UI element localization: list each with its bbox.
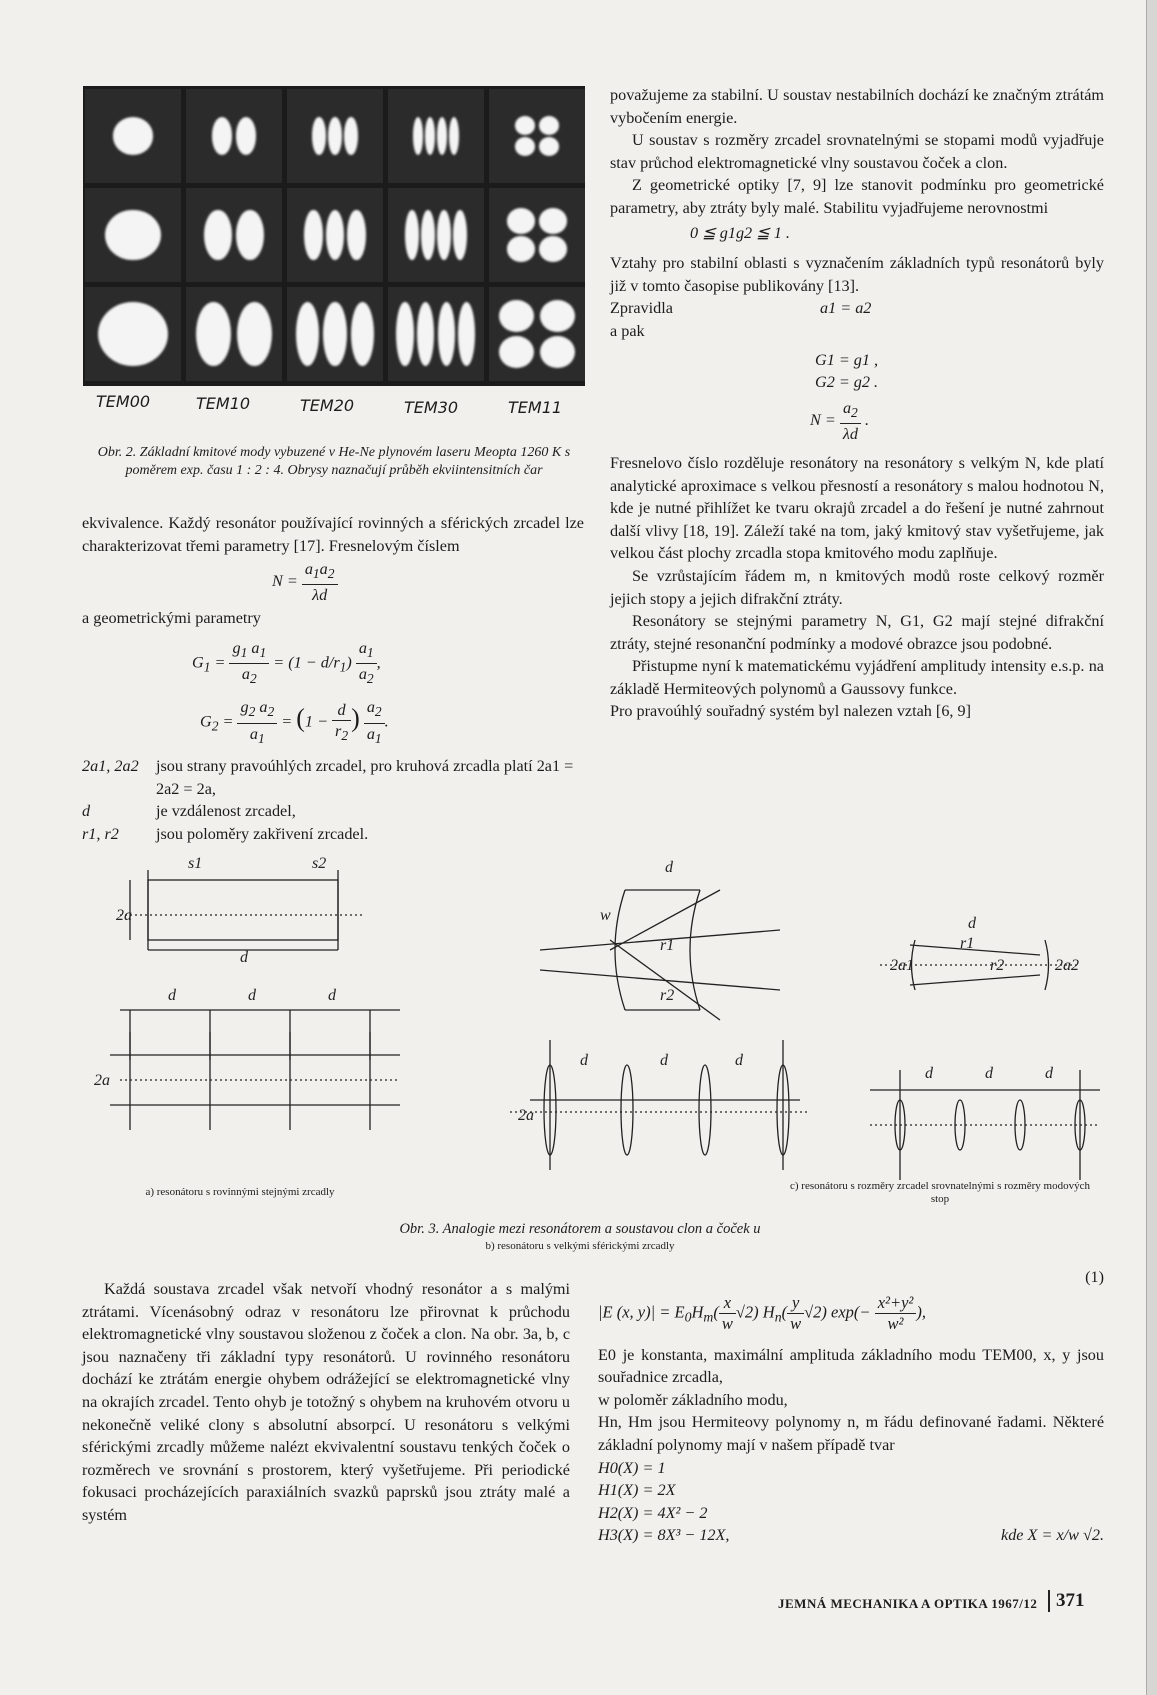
svg-text:d: d (1045, 1065, 1053, 1082)
zpravidla-row: Zpravidla a1 = a2 (610, 299, 872, 318)
mode-cell (489, 188, 585, 282)
mode-spot (312, 117, 325, 154)
mode-cell (388, 287, 484, 381)
paragraph: E0 je konstanta, maximální amplituda základního modu TEM00, x, y jsou souřadnice zrcadla, (598, 1345, 1104, 1387)
page-edge (1146, 0, 1157, 1695)
mode-cell (489, 89, 585, 183)
paragraph: Z geometrické optiky [7, 9] lze stanovit podmínku pro geometrické parametry, aby ztráty byly malé. Stabilitu vyjadřujeme nerovnostmi (610, 176, 1104, 217)
g1-equation: G1 = g1 , (815, 350, 879, 369)
svg-text:r1: r1 (660, 937, 675, 954)
mode-spot (413, 117, 423, 154)
mode-spot (539, 236, 567, 261)
mode-spot (417, 302, 434, 366)
mode-spot (98, 302, 168, 366)
figure3c-label: c) resonátoru s rozměry zrcadel srovnatelnými s rozměry modových stop (790, 1180, 1090, 1205)
bottom-left-column (82, 1278, 570, 1527)
mode-spot (236, 210, 264, 261)
mode-spot (438, 302, 455, 366)
mode-spot (499, 300, 534, 332)
mode-cell (388, 89, 484, 183)
svg-text:r1: r1 (960, 935, 975, 952)
mode-spot (344, 117, 357, 154)
svg-text:s2: s2 (312, 855, 327, 872)
definition-row: r1, r2 jsou poloměry zakřivení zrcadel. (82, 824, 369, 843)
svg-text:d: d (580, 1052, 588, 1069)
mode-spot (421, 210, 435, 261)
figure3a-label: a) resonátoru s rovinnými stejnými zrcadly (145, 1186, 335, 1198)
mode-spot (236, 117, 256, 154)
mode-spot (351, 302, 374, 366)
hermite-h3-row: H3(X) = 8X³ − 12X, kde X = x/w √2. (598, 1526, 1104, 1545)
svg-text:d: d (735, 1052, 743, 1069)
mode-spot (540, 300, 575, 332)
mode-spot (296, 302, 319, 366)
g1-formula: $G_1$ = $\frac{g_1 a_1}{a_2}$ = $(1 - d/r_1)$ $\frac{a_1}{a_2}$ , (192, 639, 381, 687)
mode-cell (287, 89, 383, 183)
mode-spot (113, 117, 153, 154)
mode-spot (212, 117, 232, 154)
mode-spot (437, 117, 447, 154)
mode-spot (437, 210, 451, 261)
mode-label: TEM00 (96, 392, 151, 411)
paragraph: ekvivalence. Každý resonátor používající rovinných a sférických zrcadel lze charakterizovat třemi parametry [17]. Fresnelovým číslem (82, 514, 584, 555)
mode-cell (186, 89, 282, 183)
svg-text:2a1: 2a1 (890, 957, 914, 974)
fresnel-formula: N = $\frac{a_1a_2}{\lambda d}$ (272, 559, 584, 605)
svg-text:w: w (600, 907, 611, 924)
definition-row: d je vzdálenost zrcadel, (82, 802, 296, 821)
mode-photo-grid (83, 86, 585, 386)
mode-spot (458, 302, 475, 366)
equation-number: (1) (1085, 1268, 1104, 1286)
hermite-h1: H1(X) = 2X (598, 1481, 676, 1500)
g2-equation: G2 = g2 . (815, 373, 879, 392)
mode-spot (425, 117, 435, 154)
mirror-box (148, 880, 338, 940)
svg-text:d: d (985, 1065, 993, 1082)
mode-label: TEM20 (300, 396, 355, 415)
svg-text:d: d (665, 859, 673, 876)
mode-spot (304, 210, 322, 261)
mode-spot (539, 208, 567, 233)
field-equation: |E (x, $y)| = E_0H_m$( $\frac{x}{w}$ √2) $H_n$( $\frac{y}{w}$ √2) exp(− $\frac{\text{x²+y²}}{\text{w²}}$ ), (598, 1292, 926, 1333)
svg-text:d: d (660, 1052, 668, 1069)
n-equation: N = $\frac{a_2}{\lambda d}$ . (810, 398, 870, 443)
mode-cell (287, 188, 383, 282)
journal-footer: JEMNÁ MECHANIKA A OPTIKA 1967/12 (778, 1596, 1038, 1611)
right-column (610, 84, 1104, 723)
mode-label: TEM10 (196, 394, 251, 413)
mode-spot (499, 336, 534, 368)
page-number: 371 (1048, 1590, 1085, 1612)
svg-text:d: d (968, 915, 976, 932)
mode-cell (85, 287, 181, 381)
paragraph: považujeme za stabilní. U soustav nestabilních dochází ke značným ztrátám vybočením energie. (610, 86, 1104, 127)
mode-spot (396, 302, 413, 366)
svg-text:r2: r2 (660, 987, 675, 1004)
figure3b-label: b) resonátoru s velkými sférickými zrcadly (485, 1240, 675, 1252)
mode-spot (105, 210, 160, 261)
mode-spot (347, 210, 365, 261)
figure3-caption: Obr. 3. Analogie mezi resonátorem a soustavou clon a čoček u (399, 1221, 761, 1237)
paragraph: Hn, Hm jsou Hermiteovy polynomy n, m řádu definované řadami. Některé základní polynomy mají v našem případě tvar (598, 1413, 1104, 1454)
svg-text:d: d (240, 949, 248, 966)
svg-text:d: d (328, 987, 336, 1004)
svg-text:s1: s1 (188, 855, 203, 872)
hermite-h2: H2(X) = 4X² − 2 (598, 1503, 708, 1522)
mode-label: TEM30 (404, 398, 459, 417)
figure2-caption: Obr. 2. Základní kmitové mody vybuzené v He-Ne plynovém laseru Meopta 1260 K s poměrem exp. času 1 : 2 : 4. Obrysy naznačují průběh ekviintensitních čar (97, 445, 571, 478)
svg-text:d: d (168, 987, 176, 1004)
mode-spot (323, 302, 346, 366)
svg-text:2a2: 2a2 (1055, 957, 1079, 974)
hermite-h0: H0(X) = 1 (598, 1458, 666, 1477)
mode-cell (85, 188, 181, 282)
paragraph: U soustav s rozměry zrcadel srovnatelnými se stopami modů vyjadřuje stav průchod elektromagnetické vlny soustavou čoček a clon. (610, 131, 1104, 172)
mode-spot (539, 137, 559, 156)
paragraph: a pak (610, 321, 645, 340)
mode-cell (85, 89, 181, 183)
mode-spot (196, 302, 231, 366)
svg-text:2a: 2a (116, 907, 132, 924)
definition-row: 2a1, 2a2 jsou strany pravoúhlých zrcadel, pro kruhová zrcadla platí 2a1 = 2a2 = 2a, (82, 756, 574, 798)
mode-cell (388, 188, 484, 282)
mode-spot (204, 210, 232, 261)
left-column (82, 512, 584, 845)
svg-text:d: d (925, 1065, 933, 1082)
mode-spot (405, 210, 419, 261)
figure3-diagram (80, 850, 1110, 1210)
mode-spot (540, 336, 575, 368)
mode-cell (287, 287, 383, 381)
mode-spot (326, 210, 344, 261)
svg-text:r2: r2 (990, 957, 1005, 974)
mode-spot (507, 236, 535, 261)
g2-formula: $G_2$ = $\frac{g_2 a_2}{a_1}$ = (1 − $\frac{d}{r_2}$ ) $\frac{a_2}{a_1}$ . (200, 698, 389, 746)
mode-label: TEM11 (508, 398, 563, 417)
paragraph: Resonátory se stejnými parametry N, G1, G2 mají stejné difrakční ztráty, stejné resonanční podmínky a modové obrazce jsou podobné. (610, 612, 1104, 653)
paragraph: Každá soustava zrcadel však netvoří vhodný resonátor a s malými ztrátami. Vícenásobný odraz v resonátoru lze přirovnat k průchodu elektromagnetické vlny soustavou složenou z čoček a clon. Na obr. 3a, b, c jsou naznačeny tři základní typy resonátorů. U rovinného resonátoru dochází ke ztrátám energie ohybem odrážející se elektromagnetické vlny na okrajích zrcadel. Tento ohyb je totožný s ohybem na kruhovém otvoru u nekonečně veliké clony s absolutní absorpcí. U resonátoru s velkými sférickými zrcadly můžeme nalézt ekvivalentní soustavu tenkých čoček o rozměrech ve srovnání s prostorem, který vyšetřujeme. Při periodické fokusaci procházejících paraxiálních svazků paprsků jsou ztráty malé a systém (82, 1280, 570, 1524)
mode-spot (539, 116, 559, 135)
mode-cell (186, 287, 282, 381)
stability-condition: 0 ≦ g1g2 ≦ 1 . (690, 223, 790, 242)
mode-cell (489, 287, 585, 381)
mode-spot (453, 210, 467, 261)
mode-spot (515, 116, 535, 135)
paragraph: Přistupme nyní k matematickému vyjádření amplitudy intensity e.s.p. na základě Hermiteových polynomů a Gaussovy funkce. (610, 657, 1104, 698)
mode-spot (237, 302, 272, 366)
mode-cell (186, 188, 282, 282)
mode-spot (449, 117, 459, 154)
mode-spot (328, 117, 341, 154)
mode-spot (507, 208, 535, 233)
paragraph: Vztahy pro stabilní oblasti s vyznačením základních typů resonátorů byly již v tomto časopise publikovány [13]. (610, 254, 1104, 295)
paragraph: Se vzrůstajícím řádem m, n kmitových modů roste celkový rozměr jejich stopy a jejich difrakční ztráty. (610, 566, 1104, 608)
paragraph: Fresnelovo číslo rozděluje resonátory na resonátory s velkým N, kde platí analytické aproximace s velkou přesností a resonátory s malou hodnotou N, kde je nutné přihlížet ke tvaru okrajů zrcadel a do řešení je nutné zahrnout další vlivy [18, 19]. Záleží také na tom, jaký kmitový stav vyšetřujeme, jak velkou část plochy zrcadla stopa kmitového modu zaplňuje. (610, 453, 1104, 563)
mode-spot (515, 137, 535, 156)
svg-text:2a: 2a (518, 1107, 534, 1124)
paragraph: a geometrickými parametry (82, 609, 261, 628)
paragraph: w poloměr základního modu, (598, 1390, 788, 1409)
svg-text:d: d (248, 987, 256, 1004)
svg-text:2a: 2a (94, 1072, 110, 1089)
paragraph: Pro pravoúhlý souřadný systém byl nalezen vztah [6, 9] (610, 702, 971, 721)
bottom-right-column (598, 1266, 1104, 1547)
